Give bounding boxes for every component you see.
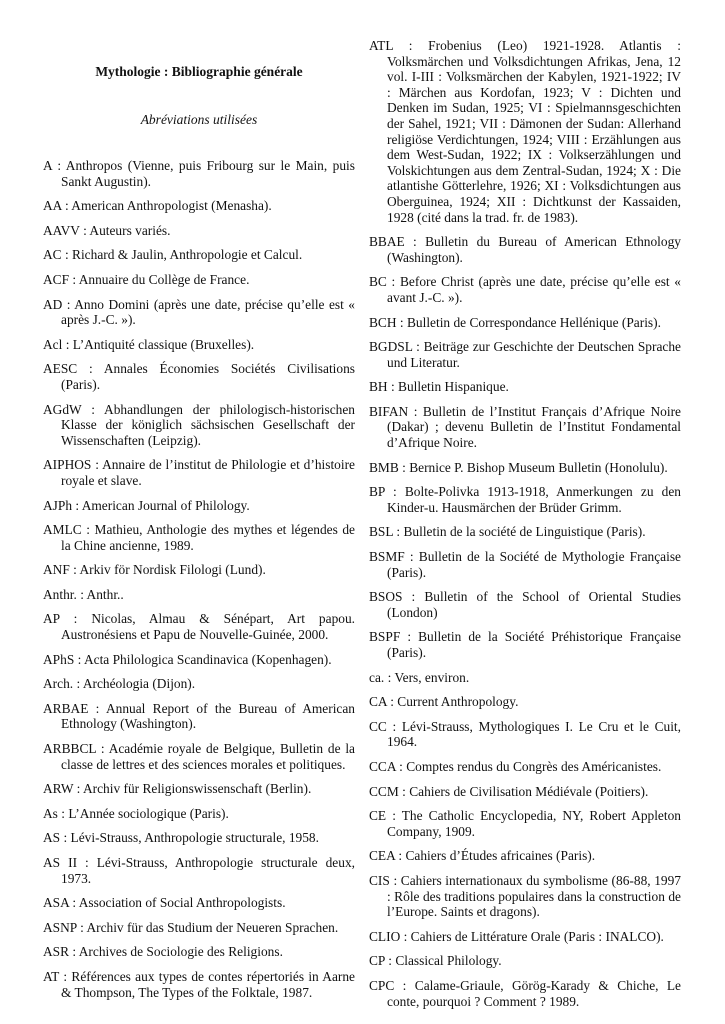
abbreviation-separator: : — [395, 758, 407, 774]
abbreviation-separator: : — [386, 694, 398, 710]
abbreviation-entry — [43, 337, 355, 353]
abbreviation-code: AC — [43, 247, 62, 263]
abbreviation-entry — [369, 978, 681, 1009]
abbreviation-entry — [369, 404, 681, 451]
abbreviation-definition: Anthr.. — [86, 586, 124, 602]
abbreviation-separator: : — [404, 234, 426, 250]
abbreviation-entry — [43, 806, 355, 822]
abbreviation-code: ANF — [43, 562, 70, 578]
abbreviation-definition: Mathieu, Anthologie des mythes et légendes de la Chine ancienne, 1989. — [61, 522, 355, 553]
abbreviation-entry — [369, 379, 681, 395]
abbreviation-entry — [369, 848, 681, 864]
abbreviation-definition: Bulletin de la Société Préhistorique Française (Paris). — [387, 629, 681, 660]
abbreviation-entry — [369, 589, 681, 620]
abbreviation-definition: Frobenius (Leo) 1921-1928. Atlantis : Volksmärchen und Volksdichtungen Afrikas, Jena, 12 vol. I-III : Volksmärchen der Kabylen, 1921-1922; IV : Märchen aus Kordofan, 1923; V : Dichten und Denken im Sudan, 1925; VI : Spielmannsgeschichten der Sahel, 1921; VII : Dämonen der Sudan: Allerhand religiöse Verdichtungen, 1924; VIII : Erzählungen aus dem West-Sudan, 1922; IX : Volkserzählungen und Volskichtungen aus dem Zentral-Sudan, 1924; X : Die atlantishe Götterlehre, 1926; XI : Volksdichtungen aus Oberguinea, 1924; XII : Dichtkunst der Kassaiden, 1928 (cité dans la trad. fr. de 1983). — [387, 38, 681, 225]
abbreviation-separator: : — [393, 38, 429, 53]
abbreviation-definition: Archives de Sociologie des Religions. — [78, 944, 283, 960]
abbreviation-entry — [369, 719, 681, 750]
abbreviation-definition: Annual Report of the Bureau of American Ethnology (Washington). — [61, 700, 355, 732]
abbreviation-separator: : — [396, 314, 407, 330]
abbreviation-entry — [43, 587, 355, 603]
abbreviation-entry — [369, 629, 681, 660]
abbreviation-entry — [369, 274, 681, 305]
abbreviation-entry — [43, 652, 355, 668]
abbreviation-separator: : — [400, 629, 419, 645]
abbreviation-definition: Archéologia (Dijon). — [82, 676, 196, 692]
abbreviation-separator: : — [74, 651, 84, 667]
abbreviation-entry — [43, 969, 355, 1000]
abbreviation-definition: Cahiers internationaux du symbolisme (86-88, 1997 : Rôle des traditions populaires dans la construction de l’Europe. Saints et dragons). — [387, 872, 681, 920]
abbreviation-code: ASNP — [43, 919, 77, 935]
abbreviation-code: BSMF — [369, 549, 405, 565]
abbreviation-definition: Lévi-Strauss, Anthropologie structurale, 1958. — [70, 830, 319, 846]
abbreviation-definition: Cahiers d’Études africaines (Paris). — [405, 848, 596, 864]
abbreviation-code: APhS — [43, 651, 75, 667]
abbreviation-definition: Annaire de l’institut de Philologie et d’histoire royale et slave. — [61, 457, 355, 488]
abbreviation-separator: : — [73, 781, 83, 797]
abbreviation-entry — [43, 895, 355, 911]
abbreviation-separator: : — [384, 953, 396, 969]
abbreviation-definition: Auteurs variés. — [89, 222, 171, 238]
abbreviation-definition: Richard & Jaulin, Anthropologie et Calcul. — [72, 247, 303, 263]
abbreviation-list-left — [43, 158, 355, 1000]
abbreviation-definition: Lévi-Strauss, Anthropologie structurale deux, 1973. — [61, 855, 355, 886]
abbreviation-entry — [43, 522, 355, 553]
abbreviation-code: AIPHOS — [43, 457, 92, 473]
abbreviation-code: ca. — [369, 669, 385, 685]
abbreviation-definition: Bulletin Hispanique. — [398, 379, 509, 395]
abbreviation-entry — [369, 460, 681, 476]
abbreviation-entry — [43, 198, 355, 214]
abbreviation-separator: : — [61, 198, 72, 214]
abbreviation-entry — [369, 953, 681, 969]
abbreviation-definition: Bolte-Polivka 1913-1918, Anmerkungen zu den Kinder-u. Hausmärchen der Brüder Grimm. — [387, 484, 681, 515]
abbreviation-entry — [43, 457, 355, 488]
abbreviation-definition: Nicolas, Almau & Sénépart, Art papou. Austronésiens et Papu de Nouvelle-Guinée, 2000. — [61, 611, 355, 643]
abbreviation-separator: : — [77, 855, 97, 870]
abbreviation-definition: Annuaire du Collège de France. — [78, 271, 250, 287]
abbreviation-definition: Classical Philology. — [395, 953, 502, 969]
abbreviation-code: BIFAN — [369, 403, 409, 419]
abbreviation-code: AS II — [43, 855, 78, 870]
abbreviation-separator: : — [400, 928, 411, 944]
abbreviation-definition: American Journal of Philology. — [81, 497, 250, 513]
abbreviation-code: CP — [369, 953, 385, 969]
abbreviation-entry — [369, 929, 681, 945]
abbreviation-entry — [369, 234, 681, 265]
abbreviation-separator: : — [393, 524, 404, 540]
abbreviation-code: BBAE — [369, 234, 405, 250]
abbreviation-entry — [43, 944, 355, 960]
abbreviation-definition: The Catholic Encyclopedia, NY, Robert Appleton Company, 1909. — [387, 808, 681, 839]
abbreviation-code: CA — [369, 694, 387, 710]
abbreviation-definition: Acta Philologica Scandinavica (Kopenhagen). — [83, 651, 332, 667]
abbreviation-definition: Bulletin du Bureau of American Ethnology (Washington). — [387, 234, 681, 265]
abbreviation-entry — [369, 873, 681, 920]
abbreviation-definition: Current Anthropology. — [397, 694, 519, 710]
abbreviation-definition: L’Antiquité classique (Bruxelles). — [72, 336, 255, 352]
abbreviation-code: CCM — [369, 783, 399, 799]
abbreviation-code: CE — [369, 808, 387, 824]
abbreviation-separator: : — [96, 741, 109, 757]
abbreviation-definition: Before Christ (après une date, précise qu’elle est « avant J.-C. »). — [387, 274, 682, 305]
abbreviation-entry — [43, 701, 355, 732]
abbreviation-separator: : — [76, 586, 87, 602]
abbreviation-entry — [43, 781, 355, 797]
abbreviation-definition: Cahiers de Littérature Orale (Paris : INALCO). — [410, 928, 664, 944]
abbreviation-code: CLIO — [369, 928, 401, 944]
abbreviation-separator: : — [62, 296, 75, 312]
abbreviation-entry — [43, 272, 355, 288]
abbreviation-code: AMLC — [43, 522, 82, 538]
abbreviation-code: BGDSL — [369, 339, 413, 355]
abbreviation-code: AS — [43, 830, 61, 846]
abbreviation-code: ARBAE — [43, 700, 89, 716]
abbreviation-entry — [43, 297, 355, 328]
abbreviation-code: As — [43, 805, 58, 821]
abbreviation-separator: : — [59, 968, 72, 984]
abbreviation-code: ARW — [43, 781, 74, 797]
abbreviation-separator: : — [51, 158, 66, 173]
abbreviation-separator: : — [69, 271, 79, 287]
abbreviation-code: CIS — [369, 872, 390, 888]
abbreviation-entry — [369, 808, 681, 839]
abbreviation-code: AP — [43, 611, 60, 627]
abbreviation-definition: Beiträge zur Geschichte der Deutschen Sprache und Literatur. — [387, 339, 681, 370]
abbreviation-separator: : — [386, 718, 402, 734]
abbreviation-entry — [369, 694, 681, 710]
abbreviation-separator: : — [57, 805, 69, 821]
abbreviation-code: BC — [369, 274, 387, 290]
abbreviation-code: AGdW — [43, 401, 82, 417]
abbreviation-definition: Académie royale de Belgique, Bulletin de la classe de lettres et des sciences morales et politiques. — [61, 741, 355, 772]
abbreviation-separator: : — [69, 944, 79, 960]
abbreviation-entry — [43, 920, 355, 936]
left-column — [43, 38, 355, 1009]
abbreviation-code: ARBBCL — [43, 741, 97, 757]
abbreviation-separator: : — [73, 676, 83, 692]
abbreviation-code: AA — [43, 198, 62, 214]
abbreviation-definition: Comptes rendus du Congrès des Américanistes. — [406, 758, 662, 774]
abbreviation-code: ATL — [369, 38, 394, 53]
abbreviation-entry — [369, 339, 681, 370]
abbreviation-code: ACF — [43, 271, 70, 287]
abbreviation-code: BSPF — [369, 629, 401, 645]
abbreviation-definition: Association of Social Anthropologists. — [78, 895, 286, 911]
abbreviation-entry — [43, 562, 355, 578]
abbreviation-code: BSOS — [369, 589, 403, 605]
abbreviation-separator: : — [404, 549, 419, 565]
abbreviation-separator: : — [398, 783, 410, 799]
abbreviation-entry — [43, 247, 355, 263]
abbreviation-separator: : — [60, 830, 71, 846]
abbreviation-entry — [369, 524, 681, 540]
abbreviation-code: CEA — [369, 848, 396, 864]
abbreviation-code: BSL — [369, 524, 394, 540]
abbreviation-separator: : — [59, 611, 92, 627]
abbreviation-code: AT — [43, 968, 60, 984]
abbreviation-separator: : — [72, 497, 82, 513]
abbreviation-entry — [43, 158, 355, 189]
abbreviation-entry — [369, 484, 681, 515]
abbreviation-separator: : — [61, 247, 73, 263]
abbreviation-code: CCA — [369, 758, 396, 774]
abbreviation-separator: : — [408, 403, 423, 419]
abbreviation-separator: : — [398, 459, 410, 475]
abbreviation-separator: : — [91, 457, 103, 473]
abbreviation-definition: Bulletin de l’Institut Français d’Afrique Noire (Dakar) ; devenu Bulletin de l’Institut Fondamental d’Afrique Noire. — [387, 403, 681, 451]
abbreviation-code: ASA — [43, 895, 70, 911]
abbreviation-entry — [369, 784, 681, 800]
abbreviation-code: BMB — [369, 459, 399, 475]
abbreviation-definition: Archiv für das Studium der Neueren Sprachen. — [86, 919, 339, 935]
abbreviation-code: BH — [369, 379, 388, 395]
abbreviation-code: CC — [369, 718, 387, 734]
abbreviation-code: AJPh — [43, 497, 73, 513]
abbreviation-entry — [43, 741, 355, 772]
section-subtitle: Abréviations utilisées — [140, 112, 258, 127]
abbreviation-entry — [43, 498, 355, 514]
abbreviation-definition: Bulletin de la société de Linguistique (Paris). — [403, 524, 646, 540]
abbreviation-definition: Bulletin of the School of Oriental Studies (London) — [387, 589, 682, 620]
abbreviation-entry — [43, 402, 355, 449]
abbreviation-definition: Anthropos (Vienne, puis Fribourg sur le Main, puis Sankt Augustin). — [61, 158, 355, 189]
abbreviation-entry — [369, 38, 681, 225]
abbreviation-code: AESC — [43, 361, 78, 377]
page-title: Mythologie : Bibliographie générale — [95, 64, 303, 79]
right-column — [369, 38, 681, 1018]
abbreviation-definition: Arkiv för Nordisk Filologi (Lund). — [79, 562, 266, 578]
abbreviation-code: AD — [43, 296, 63, 312]
abbreviation-separator: : — [77, 361, 104, 377]
abbreviation-separator: : — [384, 669, 395, 685]
abbreviation-separator: : — [394, 977, 415, 993]
abbreviation-definition: American Anthropologist (Menasha). — [71, 198, 272, 214]
abbreviation-definition: L’Année sociologique (Paris). — [68, 805, 229, 821]
abbreviation-separator: : — [386, 274, 400, 290]
abbreviation-separator: : — [402, 589, 425, 605]
abbreviation-definition: Annales Économies Sociétés Civilisations (Paris). — [61, 361, 355, 392]
abbreviation-entry — [369, 549, 681, 580]
abbreviation-entry — [43, 855, 355, 886]
abbreviation-separator: : — [395, 848, 406, 864]
abbreviation-separator: : — [69, 895, 79, 911]
abbreviation-definition: Abhandlungen der philologisch-historischen Klasse der königlich sächsischen Gesellschaft der Wissenschaften (Leipzig). — [61, 401, 355, 448]
abbreviation-definition: Lévi-Strauss, Mythologiques I. Le Cru et le Cuit, 1964. — [387, 718, 681, 750]
abbreviation-entry — [369, 670, 681, 686]
abbreviation-code: AAVV — [43, 222, 80, 238]
abbreviation-definition: Anno Domini (après une date, précise qu’elle est « après J.-C. »). — [61, 296, 355, 328]
abbreviation-separator: : — [81, 522, 95, 538]
abbreviation-list-right — [369, 38, 681, 1009]
abbreviation-definition: Vers, environ. — [394, 669, 470, 685]
abbreviation-entry — [43, 361, 355, 392]
abbreviation-separator: : — [79, 222, 90, 238]
abbreviation-separator: : — [412, 339, 424, 355]
abbreviation-separator: : — [384, 484, 405, 500]
abbreviation-separator: : — [389, 872, 401, 888]
abbreviation-entry — [43, 676, 355, 692]
abbreviation-definition: Bulletin de Correspondance Hellénique (Paris). — [406, 314, 661, 330]
abbreviation-definition: Bulletin de la Société de Mythologie Française (Paris). — [387, 549, 681, 580]
abbreviation-definition: Archiv für Religionswissenschaft (Berlin). — [82, 781, 312, 797]
abbreviation-separator: : — [76, 919, 87, 935]
abbreviation-definition: Calame-Griaule, Görög-Karady & Chiche, Le conte, pourquoi ? Comment ? 1989. — [387, 977, 681, 1009]
abbreviation-entry — [43, 830, 355, 846]
abbreviation-code: A — [43, 158, 52, 173]
abbreviation-code: CPC — [369, 977, 395, 993]
abbreviation-entry — [369, 315, 681, 331]
abbreviation-code: Anthr. — [43, 586, 77, 602]
abbreviation-entry — [43, 223, 355, 239]
abbreviation-separator: : — [386, 808, 402, 824]
abbreviation-separator: : — [81, 401, 105, 417]
abbreviation-entry — [369, 759, 681, 775]
abbreviation-code: BCH — [369, 314, 397, 330]
abbreviation-entry — [43, 611, 355, 642]
abbreviation-code: Acl — [43, 336, 63, 352]
abbreviation-definition: Références aux types de contes répertoriés in Aarne & Thompson, The Types of the Folktale, 1987. — [61, 968, 355, 1000]
abbreviation-separator: : — [387, 379, 399, 395]
abbreviation-separator: : — [88, 700, 106, 716]
abbreviation-code: Arch. — [43, 676, 74, 692]
abbreviation-separator: : — [69, 562, 80, 578]
abbreviation-code: ASR — [43, 944, 70, 960]
abbreviation-separator: : — [62, 336, 73, 352]
abbreviation-code: BP — [369, 484, 385, 500]
abbreviation-definition: Cahiers de Civilisation Médiévale (Poitiers). — [409, 783, 649, 799]
abbreviation-definition: Bernice P. Bishop Museum Bulletin (Honolulu). — [409, 459, 668, 475]
